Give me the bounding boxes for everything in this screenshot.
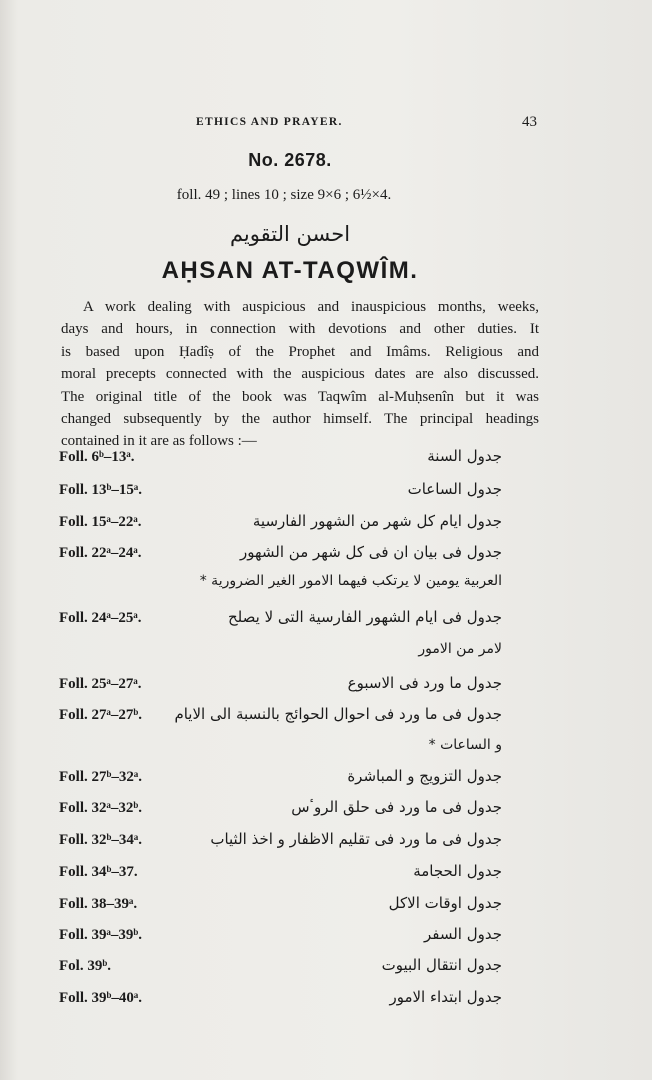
folio-ref: Foll. 6ᵇ–13ᵃ. — [59, 449, 135, 465]
intro-line: The original title of the book was Taqwîm al-Muḥsenîn but it was — [61, 388, 539, 405]
intro-line: days and hours, in connection with devotions and other duties. It — [61, 321, 539, 338]
folio-ref: Foll. 39ᵇ–40ᵃ. — [59, 990, 142, 1006]
contents-row — [0, 449, 652, 473]
intro-line: is based upon Ḥadîṣ of the Prophet and Imâms. Religious and — [61, 343, 539, 360]
manuscript-specs: foll. 49 ; lines 10 ; size 9×6 ; 6½×4. — [176, 187, 392, 203]
arabic-heading: جدول فی ما ورد فی حلق الروٴس — [291, 798, 502, 816]
folio-ref: Foll. 27ᵇ–32ᵃ. — [59, 769, 142, 785]
arabic-heading: جدول انتقال البیوت — [381, 956, 502, 974]
arabic-heading: جدول فی ما ورد فی احوال الحوائج بالنسبة الی الایام — [174, 705, 502, 723]
arabic-heading-continued: لامر من الامور — [418, 641, 502, 657]
folio-ref: Foll. 13ᵇ–15ᵃ. — [59, 482, 142, 498]
folio-ref: Foll. 24ᵃ–25ᵃ. — [59, 610, 142, 626]
contents-row — [0, 769, 652, 793]
arabic-heading: جدول ما ورد فی الاسبوع — [347, 674, 502, 692]
contents-row — [0, 896, 652, 920]
arabic-heading: جدول الحجامة — [413, 862, 502, 880]
intro-line: moral precepts connected with the auspicious dates are also discussed. — [61, 366, 539, 383]
contents-row — [0, 514, 652, 538]
contents-row — [0, 864, 652, 888]
contents-row — [0, 990, 652, 1014]
contents-row — [0, 800, 652, 824]
folio-ref: Foll. 39ᵃ–39ᵇ. — [59, 927, 142, 943]
arabic-heading: جدول ايام كل شهر من الشهور الفارسية — [252, 512, 502, 530]
arabic-heading: جدول اوقات الاکل — [388, 894, 502, 912]
folio-ref: Foll. 38–39ᵃ. — [59, 896, 138, 912]
entry-number: No. 2678. — [248, 150, 332, 170]
folio-ref: Foll. 32ᵃ–32ᵇ. — [59, 800, 142, 816]
running-title: ETHICS AND PRAYER. — [196, 116, 343, 128]
arabic-heading: جدول التزویج و المباشرة — [347, 767, 502, 785]
arabic-title: احسن التقويم — [229, 222, 351, 246]
arabic-heading: جدول الساعات — [407, 480, 502, 498]
folio-ref: Fol. 39ᵇ. — [59, 958, 111, 974]
page-number: 43 — [522, 114, 537, 130]
folio-ref: Foll. 27ᵃ–27ᵇ. — [59, 707, 142, 723]
arabic-heading: جدول فی بیان ان فی کل شهر من الشهور — [240, 543, 502, 561]
folio-ref: Foll. 32ᵇ–34ᵃ. — [59, 832, 142, 848]
folio-ref: Foll. 22ᵃ–24ᵃ. — [59, 545, 142, 561]
intro-line: contained in it are as follows :— — [61, 433, 257, 450]
folio-ref: Foll. 25ᵃ–27ᵃ. — [59, 676, 142, 692]
contents-row — [0, 832, 652, 856]
intro-line: changed subsequently by the author himself. The principal headings — [61, 410, 539, 427]
arabic-heading: جدول السفر — [423, 925, 502, 943]
contents-row — [0, 482, 652, 506]
contents-row — [0, 676, 652, 700]
contents-row — [0, 608, 652, 657]
arabic-heading: جدول فی ما ورد فی تقلیم الاظفار و اخذ الثیاب — [210, 830, 502, 848]
intro-line: A work dealing with auspicious and inauspicious months, weeks, — [83, 299, 539, 315]
roman-title: AḤSAN AT-TAQWÎM. — [161, 257, 419, 284]
arabic-heading: جدول ابتداء الامور — [389, 988, 502, 1006]
contents-row — [0, 543, 652, 589]
folio-ref: Foll. 34ᵇ–37. — [59, 864, 138, 880]
folio-ref: Foll. 15ᵃ–22ᵃ. — [59, 514, 142, 530]
arabic-heading-continued: و الساعات * — [428, 737, 502, 753]
contents-row — [0, 705, 652, 753]
arabic-heading-continued: العربیة یومین لا یرتکب فیهما الامور الغیر الضروریة * — [199, 573, 502, 589]
arabic-heading: جدول فی ایام الشهور الفارسیة التی لا یصلح — [228, 608, 502, 626]
arabic-heading: جدول السنة — [427, 447, 502, 465]
contents-row — [0, 958, 652, 982]
contents-row — [0, 927, 652, 951]
